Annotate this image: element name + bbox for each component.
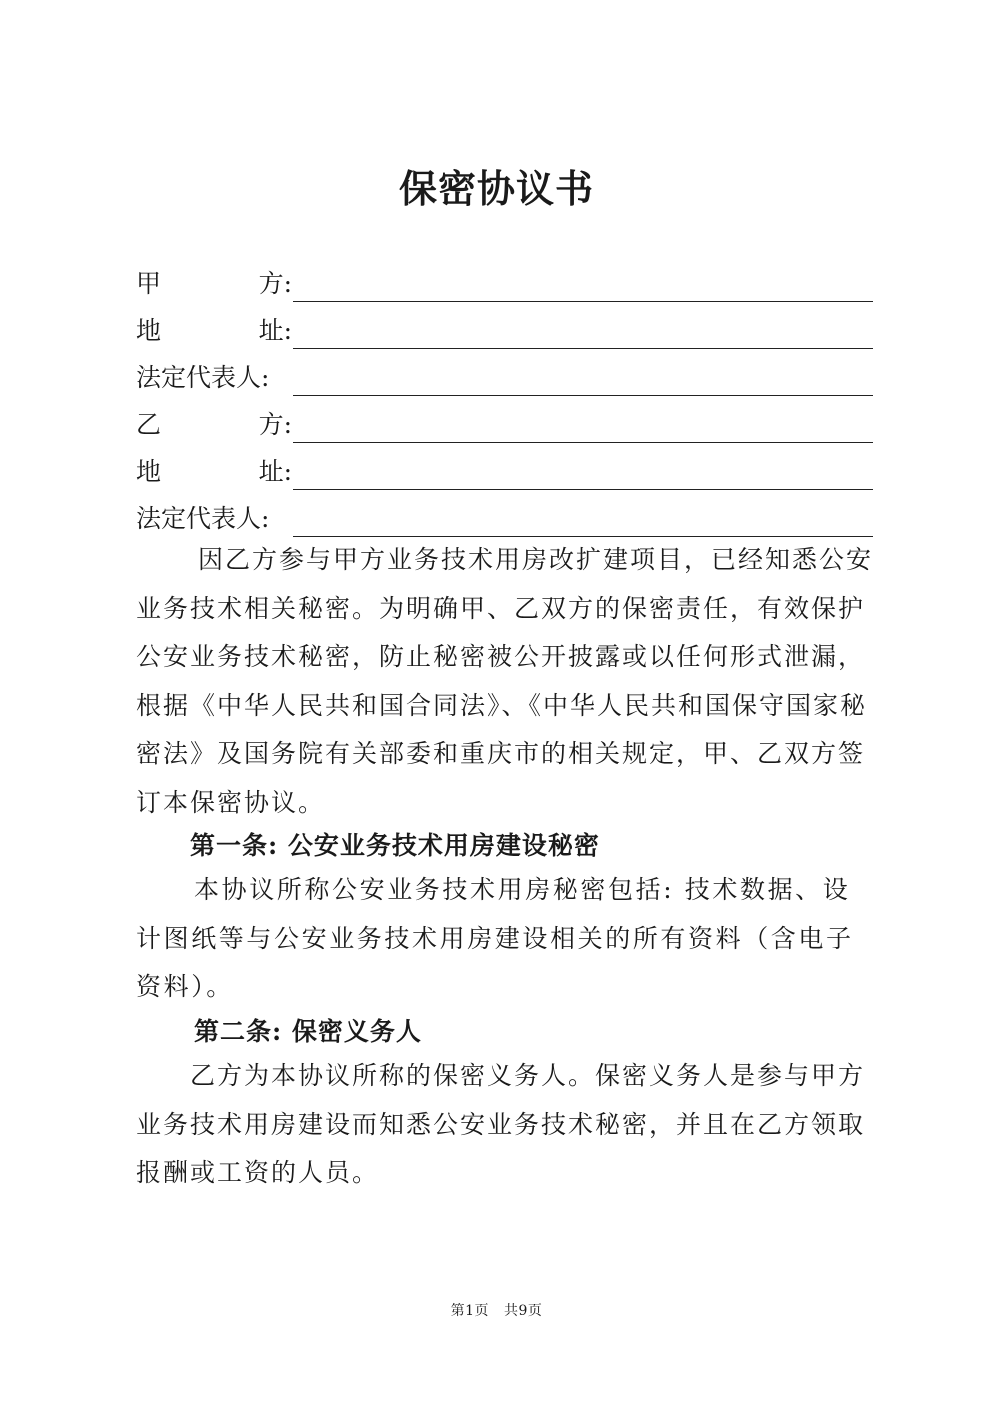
page-number: 第1页 <box>450 1303 490 1319</box>
document-title: 保密协议书 <box>398 166 594 211</box>
party-b-address-line[interactable] <box>293 489 873 490</box>
field-label-right: 方: <box>258 269 292 298</box>
party-a-name-line[interactable] <box>293 301 873 302</box>
field-label-left: 乙 <box>136 410 162 439</box>
party-b-name-line[interactable] <box>293 442 873 443</box>
article-2-body: 乙方为本协议所称的保密义务人。保密义务人是参与甲方业务技术用房建设而知悉公安业务技术秘密，并且在乙方领取报酬或工资的人员。 <box>136 1061 866 1187</box>
field-label <box>136 401 292 448</box>
article-1-body: 本协议所称公安业务技术用房秘密包括: 技术数据、设计图纸等与公安业务技术用房建设相关的所有资料（含电子资料）。 <box>136 875 854 1001</box>
field-label-right: 址: <box>258 457 292 486</box>
party-a-representative-line[interactable] <box>293 395 873 396</box>
field-label-left: 地 <box>136 457 162 486</box>
field-label <box>136 495 292 542</box>
field-label-left: 法定代表人: <box>136 363 270 392</box>
party-a-name-row <box>136 260 873 307</box>
field-label <box>136 354 292 401</box>
party-b-address-row <box>136 448 873 495</box>
page-footer <box>0 1300 993 1320</box>
party-a-address-row <box>136 307 873 354</box>
field-label <box>136 260 292 307</box>
field-label <box>136 307 292 354</box>
article-1-heading: 第一条: 公安业务技术用房建设秘密 <box>190 831 600 860</box>
party-a-address-line[interactable] <box>293 348 873 349</box>
party-a-representative-row <box>136 354 873 401</box>
field-label-right: 方: <box>258 410 292 439</box>
party-fields <box>136 260 873 542</box>
intro-paragraph: 因乙方参与甲方业务技术用房改扩建项目，已经知悉公安业务技术相关秘密。为明确甲、乙双方的保密责任，有效保护公安业务技术秘密，防止秘密被公开披露或以任何形式泄漏，根据《中华人民共和国合同法》、《中华人民共和国保守国家秘密法》及国务院有关部委和重庆市的相关规定，甲、乙双方签订本保密协议。 <box>136 545 874 817</box>
field-label-left: 法定代表人: <box>136 504 270 533</box>
field-label <box>136 448 292 495</box>
field-label-left: 甲 <box>136 269 162 298</box>
article-2-heading: 第二条: 保密义务人 <box>194 1017 422 1046</box>
party-b-name-row <box>136 401 873 448</box>
field-label-right: 址: <box>258 316 292 345</box>
field-label-left: 地 <box>136 316 162 345</box>
party-b-representative-row <box>136 495 873 542</box>
page-total: 共9页 <box>503 1303 543 1319</box>
